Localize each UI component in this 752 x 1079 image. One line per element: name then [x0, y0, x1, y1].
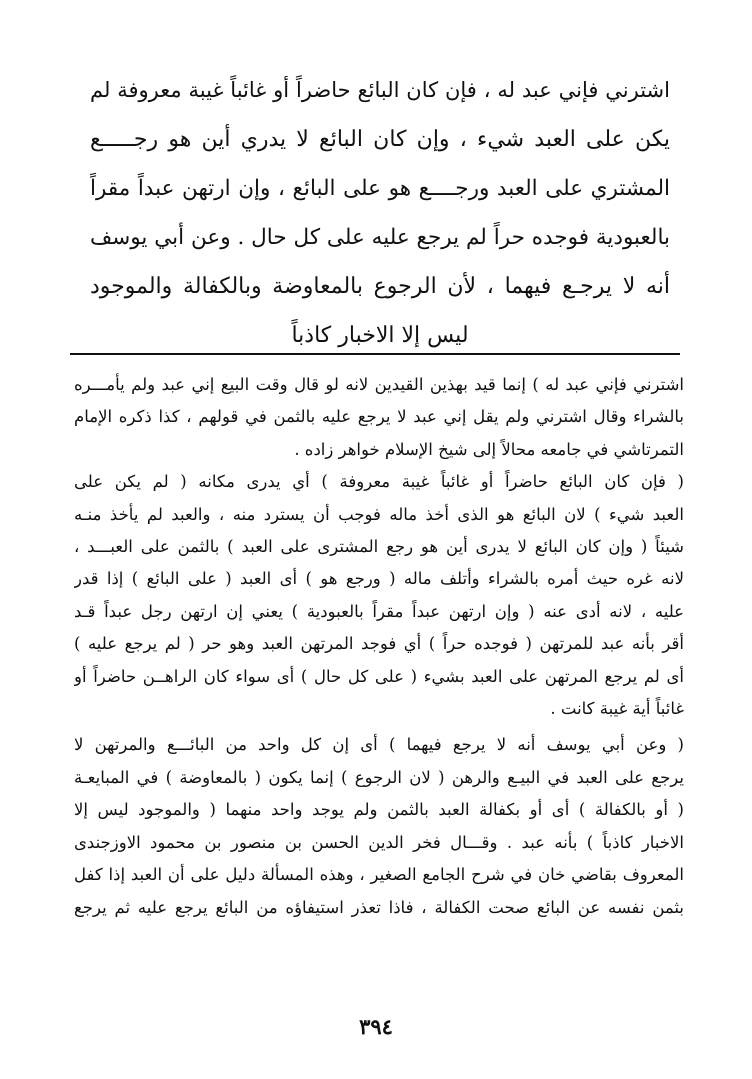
separator-rule	[70, 353, 680, 355]
commentary-line: غائباً أية غيبة كانت .	[550, 699, 684, 719]
commentary-paragraph	[74, 369, 684, 466]
main-text-line: المشتري على العبد ورجــــع هو على البائع ، وإن ارتهن عبداً مقراً	[90, 176, 670, 201]
commentary-line: ( أو بالكفالة ) أى أو بكفالة العبد بالثمن ولم يوجد واحد منهما ( والموجود ليس إلا	[74, 800, 684, 820]
commentary-line: أى لم يرجع المرتهن على العبد بشيء ( على كل حال ) أى سواء كان الراهــن حاضراً أو	[74, 666, 684, 686]
main-text-line: بالعبودية فوجده حراً لم يرجع عليه على كل حال . وعن أبي يوسف	[90, 225, 670, 250]
commentary-line: الاخبار كاذباً ) بأنه عبد . وقـــال فخر الدين الحسن بن منصور بن محمود الاوزجندى	[74, 832, 684, 852]
commentary-paragraph	[74, 466, 684, 725]
commentary-line: ( فإن كان البائع حاضراً أو غائباً غيبة معروفة ) أي يدرى مكانه ( لم يكن على	[74, 472, 684, 492]
commentary-line: عليه ، لانه أدى عنه ( وإن ارتهن عبداً مقراً بالعبودية ) يعني إن ارتهن رجل عبداً قـد	[74, 601, 684, 621]
commentary-line: ( وعن أبي يوسف أنه لا يرجع فيهما ) أى إن كل واحد من البائـــع والمرتهن لا	[74, 735, 684, 755]
commentary-line: المعروف بقاضي خان في شرح الجامع الصغير ، وهذه المسألة دليل على أن العبد إذا كفل	[74, 865, 684, 885]
commentary-line: لانه غره حيث أمره بالشراء وأتلف ماله ( ورجع هو ) أى العبد ( على البائع ) إذا قدر	[74, 569, 684, 589]
main-text-line: اشترني فإني عبد له ، فإن كان البائع حاضراً أو غائباً غيبة معروفة لم	[90, 78, 670, 102]
commentary-block	[74, 369, 684, 924]
commentary-line: أقر بأنه عبد للمرتهن ( فوجده حراً ) أي فوجد المرتهن العبد وهو حر ( لم يرجع عليه )	[74, 634, 684, 654]
commentary-line: شيئاً ( وإن كان البائع لا يدرى أين هو رجع المشترى على العبد ) بالثمن على العبـــد ،	[74, 537, 684, 557]
main-text-block	[90, 66, 670, 360]
page-number: ٣٩٤	[359, 1014, 393, 1039]
commentary-line: اشترني فإني عبد له ) إنما قيد بهذين القيدين لانه لو قال وقت البيع إني عبد ولم يأمـــره	[74, 375, 684, 394]
commentary-paragraph	[74, 729, 684, 923]
main-text-line: أنه لا يرجـع فيهما ، لأن الرجوع بالمعاوضة وبالكفالة والموجود	[90, 274, 670, 299]
commentary-line: يرجع على العبد في البيـع والرهن ( لان الرجوع ) إنما يكون ( بالمعاوضة ) في المبايعـة	[74, 767, 684, 787]
commentary-line: بثمن نفسه عن البائع صحت الكفالة ، فاذا تعذر استيفاؤه من البائع يرجع عليه ثم يرجع	[74, 897, 684, 917]
main-text-line: يكن على العبد شيء ، وإن كان البائع لا يدري أين هو رجـــــع	[90, 127, 670, 152]
commentary-line: التمرتاشي في جامعه محالاً إلى شيخ الإسلام خواهر زاده .	[294, 439, 684, 459]
main-text-line: ليس إلا الاخبار كاذباً	[291, 323, 469, 348]
commentary-line: العبد شيء ) لان البائع هو الذى أخذ ماله فوجب أن يسترد منه ، والعبد لم يأخذ منـه	[74, 504, 684, 524]
commentary-line: بالشراء وقال اشترني ولم يقل إني عبد لا يرجع عليه بالثمن في قولهم ، كذا ذكره الإمام	[74, 407, 684, 427]
